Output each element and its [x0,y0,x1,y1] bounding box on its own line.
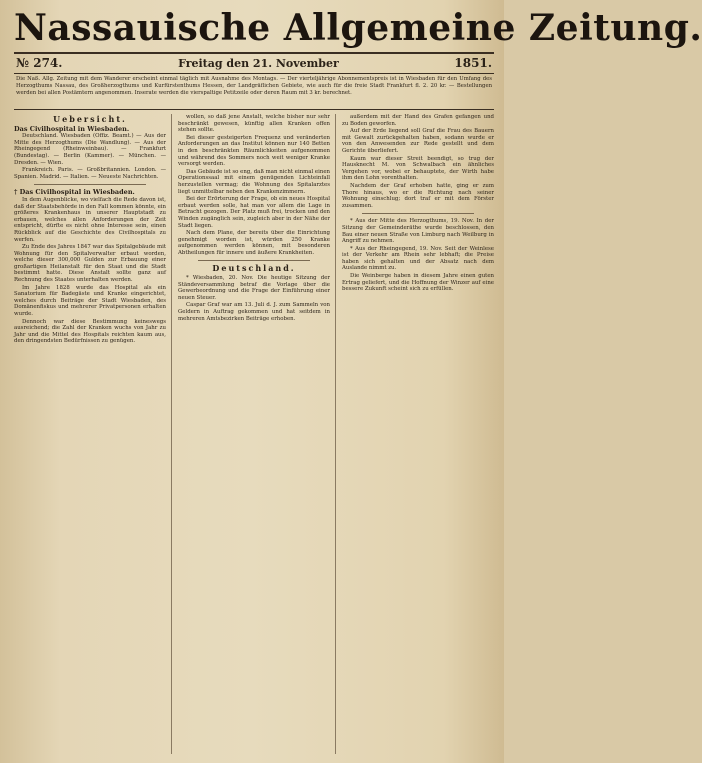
issue-number: № 274. [16,56,63,70]
section-heading: † Das Civilhospital in Wiesbaden. [14,188,135,197]
news-item: * Aus der Mitte des Herzogthums, 19. Nov. In der Sitzung der Gemeinderäthe wurde beschlossen, den Bau einer neuen Straße von Limburg nach Weilburg in Angriff zu nehmen. [342,218,494,245]
overview-item: Deutschland. Wiesbaden (Offiz. Beamt.) — Aus der Mitte des Herzogthums (Die Wandlung). — Aus der Rheingegend (Rheinweinbau). — Frankfurt (Bundestag). — Berlin (Kammer). — München. — Dresden. — Wien. [14,133,166,166]
article-paragraph: außerdem mit der Hand des Grafen gefangen und zu Boden geworfen. [342,114,494,127]
overview-item: Das Civilhospital in Wiesbaden. [14,124,130,133]
article-paragraph: Zu Ende des Jahres 1847 war das Spitalgebäude mit Wohnung für den Spitalverwalter erbaut worden, welche dieser 300,000 Gulden zur Erbauung einer großartigen Heilanstalt für den Staat und die Stadt bestimmt hatte. Diese Anstalt sollte ganz auf Rechnung des Staates unterhalten werden. [14,244,166,284]
news-item: * Wiesbaden, 20. Nov. Die heutige Sitzung der Ständeversammlung betraf die Vorlage über die Gewerbeordnung und die Frage der Einführung einer neuen Steuer. [178,275,330,301]
article-paragraph: Bei dieser gesteigerten Frequenz und veränderten Anforderungen an das Institut können nur 140 Betten in den beschränkten Räumlichkeiten aufgenommen und während des Sommers noch weit weniger Kranke versorgt werden. [178,134,330,168]
issue-year: 1851. [454,56,492,70]
article-paragraph: Im Jahre 1828 wurde das Hospital als ein Sanatorium für Badegäste und Kranke eingerichtet, welches durch Beiträge der Stadt Wiesbaden, des Domänenfiskus und mehrerer Privatpersonen erhalten wurde. [14,284,166,318]
issue-info-bar [14,52,494,74]
article-paragraph: Dennoch war diese Bestimmung keineswegs ausreichend; die Zahl der Kranken wuchs von Jahr zu Jahr und die Mittel des Hospitals reichten kaum aus, den dringendsten Bedürfnissen zu genügen. [14,318,166,345]
column-3 [342,114,494,754]
news-item: * Aus der Rheingegend, 19. Nov. Seit der Weinlese ist der Verkehr am Rhein sehr lebhaft; die Preise haben sich gehalten und der Absatz nach dem Auslande nimmt zu. [342,245,494,272]
divider [198,260,310,261]
column-1 [14,114,172,754]
overview-heading: Uebersicht. [53,114,127,124]
section-heading: Deutschland. [212,263,296,274]
overview-item: Frankreich. Paris. — Großbritannien. London. — Spanien. Madrid. — Italien. — Neueste Nachrichten. [14,167,166,180]
article-paragraph: Auf der Erde liegend soll Graf die Frau des Bauern mit Gewalt zurückgehalten haben, sodann wurde er von den Anwesenden zur Rede gestellt und dem Gerichte überliefert. [342,128,494,154]
article-paragraph: In dem Augenblicke, wo vielfach die Rede davon ist, daß der Staatsbehörde in den Fall kommen könnte, ein größeres Krankenhaus in unserer Hauptstadt zu erbauen, welches allen Anforderungen der Zeit entspricht, dürfte es nicht ohne Interesse sein, einen Rückblick auf die Geschichte des Civilhospitals zu werfen. [14,196,166,243]
article-columns [14,110,494,754]
masthead-title: Nassauische Allgemeine Zeitung. [14,7,702,49]
news-item: Die Weinberge haben in diesem Jahre einen guten Ertrag geliefert, und die Hoffnung der Winzer auf eine bessere Zukunft scheint sich zu erfüllen. [342,273,494,293]
issue-date: Freitag den 21. November [178,57,339,70]
subscription-notice: Die Naß. Allg. Zeitung mit dem Wanderer erscheint einmal täglich mit Ausnahme des Montags. — Der vierteljährige Abonnementspreis ist in Wiesbaden für den Umfang des Herzogthums Nassau, des Großherzogthums und Kurfürstenthums Hessen, der Landgräflichen Gebiete, wie auch für die freie Stadt Frankfurt fl. 2. 20 kr. — Bestellungen werden bei allen Postämtern angenommen. Inserate werden die vierspaltige Petitzeile oder deren Raum mit 3 kr. berechnet. [14,74,494,110]
article-paragraph: wollen, so daß jene Anstalt, welche bisher nur sehr beschränkt gewesen, künftig allen Kranken offen stehen sollte. [178,114,330,134]
article-paragraph: Kaum war dieser Streit beendigt, so trug der Hausknecht M. von Schwalbach ein ähnliches Vergehen vor, wobei er behauptete, der Wirth habe ihm den Lohn vorenthalten. [342,155,494,182]
divider [362,213,474,214]
news-item: Caspar Graf war am 13. Juli d. J. zum Sammeln von Geldern in Auftrag gekommen und hat seitdem in mehreren Amtsbezirken Beiträge erhoben. [178,302,330,322]
article-paragraph: Nach dem Plane, der bereits über die Einrichtung genehmigt worden ist, würden 250 Kranke aufgenommen werden können, mit besonderen Abtheilungen für innere und äußere Krankheiten. [178,230,330,256]
article-paragraph: Nachdem der Graf erhoben hatte, ging er zum Thore hinaus, wo er die Richtung nach seiner Wohnung einschlug; dort traf er mit dem Förster zusammen. [342,182,494,209]
column-2 [178,114,336,754]
divider [34,184,146,185]
article-paragraph: Das Gebäude ist so eng, daß man nicht einmal einen Operationssaal mit einem genügenden Lichteinfall herzustellen vermag; die Wohnung des Spitalarztes liegt unmittelbar neben den Krankenzimmern. [178,168,330,195]
article-paragraph: Bei der Erörterung der Frage, ob ein neues Hospital erbaut werden solle, hat man vor allem die Lage in Betracht gezogen. Der Platz muß frei, trocken und den Winden zugänglich sein, zugleich aber in der Nähe der Stadt liegen. [178,196,330,229]
